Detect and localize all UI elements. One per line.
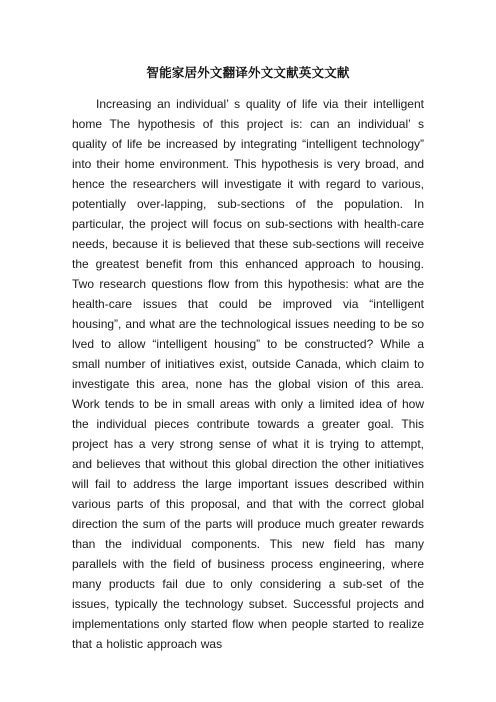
body-paragraph: Increasing an individual’ s quality of life via their intelligent home The hypothesis of this project is: can an individual’ s quality of life be increased by integrating “intelligent technology” into their home environment. This hypothesis is very broad, and hence the researchers will investigate it with regard to various, potentially over-lapping, sub-sections of the population. In particular, the project will focus on sub-sections with health-care needs, because it is believed that these sub-sections will receive the greatest benefit from this enhanced approach to housing. Two research questions flow from this hypothesis: what are the health-care issues that could be improved via “intelligent housing”, and what are the technological issues needing to be so lved to allow “intelligent housing” to be constructed? While a small number of initiatives exist, outside Canada, which claim to investigate this area, none has the global vision of this area. Work tends to be in small areas with only a limited idea of how the individual pieces contribute towards a greater goal. This project has a very strong sense of what it is trying to attempt, and believes that without this global direction the other initiatives will fail to address the large important issues described within various parts of this proposal, and that with the correct global direction the sum of the parts will produce much greater rewards than the individual components. This new field has many parallels with the field of business process engineering, where many products fail due to only considering a sub-set of the issues, typically the technology subset. Successful projects and implementations only started flow when people started to realize that a holistic approach was (72, 97, 424, 651)
document-title: 智能家居外文翻译外文文献英文文献 (146, 65, 350, 80)
